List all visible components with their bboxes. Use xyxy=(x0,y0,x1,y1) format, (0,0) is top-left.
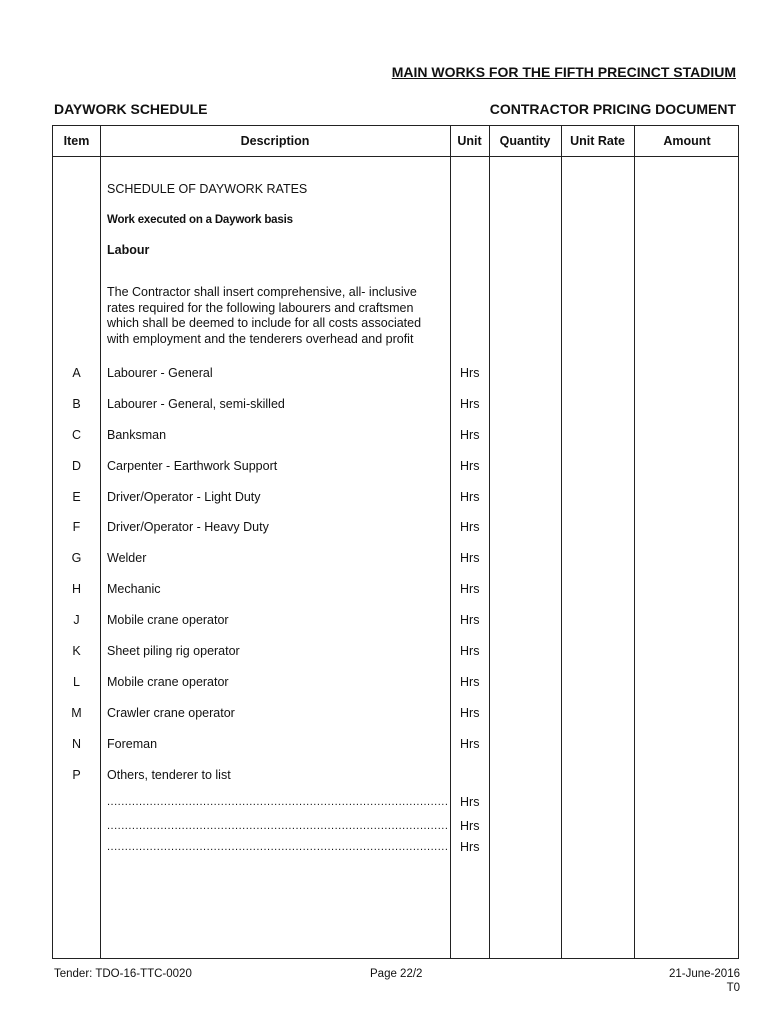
row-unit: Hrs xyxy=(460,459,480,473)
row-item: C xyxy=(71,428,82,442)
row-description: Driver/Operator - Light Duty xyxy=(107,490,261,504)
column-divider xyxy=(561,126,562,958)
sub-heading: Work executed on a Daywork basis xyxy=(107,214,293,226)
document-title: CONTRACTOR PRICING DOCUMENT xyxy=(489,101,736,117)
row-description: Mechanic xyxy=(107,582,161,596)
row-description: Labourer - General, semi-skilled xyxy=(107,397,285,411)
daywork-table xyxy=(52,125,739,959)
row-item: A xyxy=(72,366,81,380)
row-unit: Hrs xyxy=(460,737,480,751)
footer-tender: Tender: TDO-16-TTC-0020 xyxy=(54,968,192,980)
row-item: L xyxy=(73,675,80,689)
row-unit: Hrs xyxy=(460,397,480,411)
row-item: G xyxy=(71,551,82,565)
row-item: N xyxy=(71,737,82,751)
column-divider xyxy=(489,126,490,958)
fill-in-line: ................................................................................................ xyxy=(107,796,449,808)
row-unit: Hrs xyxy=(460,582,480,596)
row-unit: Hrs xyxy=(460,428,480,442)
row-description: Carpenter - Earthwork Support xyxy=(107,459,278,473)
project-title: MAIN WORKS FOR THE FIFTH PRECINCT STADIUM xyxy=(391,64,736,80)
row-description: Banksman xyxy=(107,428,167,442)
column-header-amount: Amount xyxy=(663,134,711,148)
row-description: Sheet piling rig operator xyxy=(107,644,240,658)
row-unit: Hrs xyxy=(460,366,480,380)
row-item: D xyxy=(71,459,82,473)
row-unit: Hrs xyxy=(460,613,480,627)
row-item: P xyxy=(72,768,81,782)
schedule-title: DAYWORK SCHEDULE xyxy=(54,101,208,117)
row-description: Others, tenderer to list xyxy=(107,768,231,782)
row-item: J xyxy=(73,613,80,627)
row-unit: Hrs xyxy=(460,490,480,504)
row-unit: Hrs xyxy=(460,675,480,689)
section-heading: SCHEDULE OF DAYWORK RATES xyxy=(107,182,308,196)
column-header-quantity: Quantity xyxy=(499,134,551,148)
row-unit: Hrs xyxy=(460,551,480,565)
row-description: Mobile crane operator xyxy=(107,675,229,689)
footer-page: Page 22/2 xyxy=(370,968,423,980)
category-heading: Labour xyxy=(107,243,150,257)
fill-in-line: ................................................................................................ xyxy=(107,820,449,832)
row-item: K xyxy=(72,644,81,658)
row-description: Labourer - General xyxy=(107,366,213,380)
row-description: Foreman xyxy=(107,737,158,751)
footer-date: 21-June-2016 xyxy=(669,968,740,980)
row-item: M xyxy=(71,706,82,720)
row-unit: Hrs xyxy=(460,706,480,720)
column-header-item: Item xyxy=(63,134,90,148)
row-description: Welder xyxy=(107,551,147,565)
row-description: Crawler crane operator xyxy=(107,706,235,720)
intro-paragraph: The Contractor shall insert comprehensive, all- inclusive rates required for the following labourers and craftsmen which shall be deemed to include for all costs associated with employment and the tenderers overhead and profit xyxy=(107,285,422,346)
header-divider xyxy=(53,156,738,157)
row-unit: Hrs xyxy=(460,840,480,854)
column-divider xyxy=(634,126,635,958)
column-header-description: Description xyxy=(240,134,310,148)
row-item: B xyxy=(72,397,81,411)
row-item: F xyxy=(72,520,81,534)
row-unit: Hrs xyxy=(460,795,480,809)
column-header-unit-rate: Unit Rate xyxy=(570,134,625,148)
row-description: Mobile crane operator xyxy=(107,613,229,627)
column-divider xyxy=(450,126,451,958)
row-item: E xyxy=(72,490,81,504)
row-description: Driver/Operator - Heavy Duty xyxy=(107,520,269,534)
column-divider xyxy=(100,126,101,958)
fill-in-line: ................................................................................................ xyxy=(107,841,449,853)
row-unit: Hrs xyxy=(460,819,480,833)
footer-revision: T0 xyxy=(726,982,740,994)
row-unit: Hrs xyxy=(460,644,480,658)
row-item: H xyxy=(71,582,82,596)
row-unit: Hrs xyxy=(460,520,480,534)
column-header-unit: Unit xyxy=(457,134,482,148)
